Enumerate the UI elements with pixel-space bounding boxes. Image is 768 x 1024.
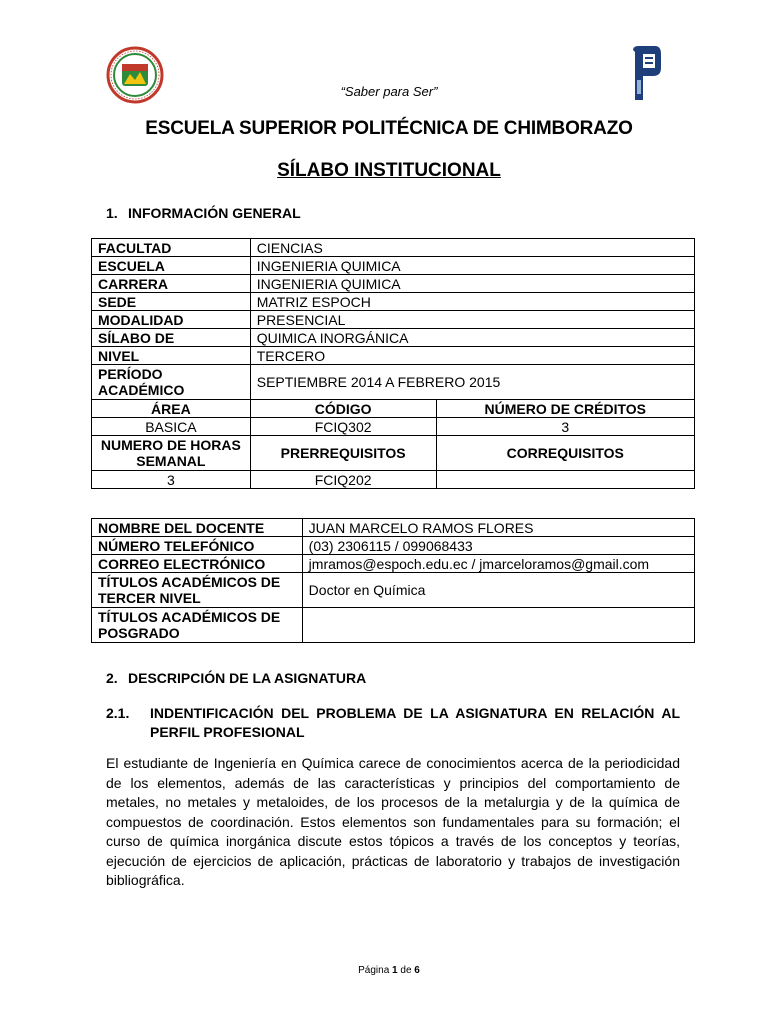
row-value (302, 608, 694, 643)
subsection-number: 2.1. (106, 705, 130, 721)
page-number: 1 (392, 965, 398, 976)
table-row (92, 275, 695, 293)
table-row (92, 519, 695, 537)
section-number: 1. (106, 205, 118, 221)
row-label: CORREO ELECTRÓNICO (92, 555, 303, 573)
creditos-header: NÚMERO DE CRÉDITOS (436, 400, 694, 418)
row-label: PERÍODO ACADÉMICO (92, 365, 251, 400)
row-value: INGENIERIA QUIMICA (250, 275, 694, 293)
teacher-info-table (91, 518, 695, 643)
email-value: jmramos@espoch.edu.ec / jmarceloramos@gmail.com (302, 555, 694, 573)
section-number: 2. (106, 670, 118, 686)
section-2-heading (106, 670, 366, 686)
table-header-row (92, 436, 695, 471)
table-row (92, 573, 695, 608)
institution-name: ESCUELA SUPERIOR POLITÉCNICA DE CHIMBORAZO (145, 118, 633, 139)
row-value: Doctor en Química (302, 573, 694, 608)
row-value: TERCERO (250, 347, 694, 365)
row-value: (03) 2306115 / 099068433 (302, 537, 694, 555)
table-row (92, 537, 695, 555)
correquisitos-header: CORREQUISITOS (436, 436, 694, 471)
page-footer (0, 965, 768, 976)
row-label: SÍLABO DE (92, 329, 251, 347)
row-value: QUIMICA INORGÁNICA (250, 329, 694, 347)
row-value: SEPTIEMBRE 2014 A FEBRERO 2015 (250, 365, 694, 400)
table-row (92, 608, 695, 643)
page-word: Página (358, 965, 390, 976)
section-1-heading (106, 205, 301, 221)
row-label: NIVEL (92, 347, 251, 365)
table-row (92, 293, 695, 311)
area-header: ÁREA (92, 400, 251, 418)
prerrequisitos-value: FCIQ202 (250, 471, 436, 489)
table-row (92, 471, 695, 489)
table-header-row (92, 400, 695, 418)
horas-value: 3 (92, 471, 251, 489)
row-label: CARRERA (92, 275, 251, 293)
row-label: ESCUELA (92, 257, 251, 275)
table-row (92, 555, 695, 573)
table-row (92, 239, 695, 257)
area-value: BASICA (92, 418, 251, 436)
creditos-value: 3 (436, 418, 694, 436)
row-label: SEDE (92, 293, 251, 311)
row-value: JUAN MARCELO RAMOS FLORES (302, 519, 694, 537)
row-value: MATRIZ ESPOCH (250, 293, 694, 311)
description-paragraph: El estudiante de Ingeniería en Química carece de conocimientos acerca de la periodicidad de los elementos, además de las características y principios del comportamiento de metales, no metales y metaloides, de los procesos de la metalurgia y de la química de compuestos de coordinación. Estos elementos son fundamentales para su formación; el curso de química inorgánica discute estos tópicos a través de los conceptos y teorías, ejecución de ejercicios de aplicación, prácticas de laboratorio y trabajos de investigación bibliográfica. (106, 755, 680, 888)
page-total: 6 (414, 965, 420, 976)
of-word: de (400, 965, 412, 976)
prerrequisitos-header: PRERREQUISITOS (250, 436, 436, 471)
section-title: INFORMACIÓN GENERAL (128, 205, 301, 221)
row-value: INGENIERIA QUIMICA (250, 257, 694, 275)
document-title: SÍLABO INSTITUCIONAL (277, 160, 501, 181)
section-2-1-heading (106, 704, 680, 742)
table-row (92, 347, 695, 365)
table-row (92, 418, 695, 436)
row-label: NÚMERO TELEFÓNICO (92, 537, 303, 555)
horas-header: NUMERO DE HORAS SEMANAL (92, 436, 251, 471)
table-row (92, 311, 695, 329)
row-label: MODALIDAD (92, 311, 251, 329)
row-label: TÍTULOS ACADÉMICOS DE POSGRADO (92, 608, 303, 643)
table-row (92, 329, 695, 347)
row-value: CIENCIAS (250, 239, 694, 257)
table-row (92, 365, 695, 400)
table-row (92, 257, 695, 275)
row-label: TÍTULOS ACADÉMICOS DE TERCER NIVEL (92, 573, 303, 608)
motto: “Saber para Ser” (340, 84, 438, 99)
codigo-header: CÓDIGO (250, 400, 436, 418)
section-title: DESCRIPCIÓN DE LA ASIGNATURA (128, 670, 367, 686)
row-value: PRESENCIAL (250, 311, 694, 329)
codigo-value: FCIQ302 (250, 418, 436, 436)
correquisitos-value (436, 471, 694, 489)
general-info-table (91, 238, 695, 489)
row-label: NOMBRE DEL DOCENTE (92, 519, 303, 537)
subsection-title: INDENTIFICACIÓN DEL PROBLEMA DE LA ASIGNATURA EN RELACIÓN AL PERFIL PROFESIONAL (150, 705, 680, 740)
row-label: FACULTAD (92, 239, 251, 257)
